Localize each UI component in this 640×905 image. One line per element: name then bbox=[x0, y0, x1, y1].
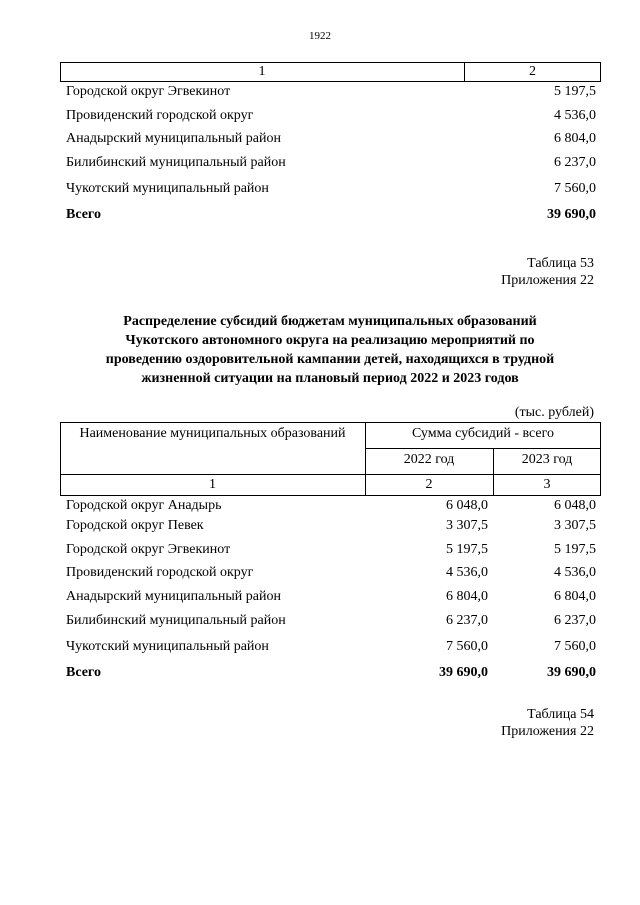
col-year-2023: 2023 год bbox=[521, 452, 573, 467]
title-line: жизненной ситуации на плановый период 2022 и 2023 годов bbox=[141, 371, 519, 386]
header-col-1: 1 bbox=[258, 64, 266, 79]
table-row-2023: 6 048,0 bbox=[554, 498, 596, 513]
col-num-2: 2 bbox=[425, 477, 433, 492]
title-line: Распределение субсидий бюджетам муниципальных образований bbox=[123, 314, 537, 329]
total-label: Всего bbox=[66, 207, 101, 222]
table-row-2022: 5 197,5 bbox=[446, 542, 488, 557]
table-row-name: Анадырский муниципальный район bbox=[66, 131, 281, 146]
table-number: Таблица 53 bbox=[527, 256, 594, 271]
table-caption-54 bbox=[501, 706, 594, 740]
col-sum-header: Сумма субсидий - всего bbox=[411, 426, 555, 441]
title-line: Чукотского автономного округа на реализацию мероприятий по bbox=[125, 333, 535, 348]
table-row-2022: 6 804,0 bbox=[446, 589, 488, 604]
table-row-2023: 4 536,0 bbox=[554, 565, 596, 580]
table-row-value: 4 536,0 bbox=[554, 108, 596, 123]
table-caption-53 bbox=[501, 255, 594, 289]
header-col-2: 2 bbox=[529, 64, 536, 79]
table-row-2022: 7 560,0 bbox=[446, 639, 488, 654]
appendix-label: Приложения 22 bbox=[501, 273, 594, 288]
page-number: 1922 bbox=[309, 30, 331, 42]
table-row-name: Анадырский муниципальный район bbox=[66, 589, 281, 604]
units-label: (тыс. рублей) bbox=[514, 405, 594, 420]
table-row-2023: 7 560,0 bbox=[554, 639, 596, 654]
table-row-2022: 6 237,0 bbox=[446, 613, 488, 628]
title-line: проведению оздоровительной кампании детей, находящихся в трудной bbox=[105, 352, 555, 367]
col-name-header: Наименование муниципальных образований bbox=[79, 426, 346, 441]
table-number: Таблица 54 bbox=[527, 707, 594, 722]
table-row-2023: 6 237,0 bbox=[554, 613, 596, 628]
table-row-value: 5 197,5 bbox=[554, 84, 596, 99]
table-row-2023: 3 307,5 bbox=[554, 518, 596, 533]
table-row-value: 6 237,0 bbox=[554, 155, 596, 170]
table-row-2022: 3 307,5 bbox=[446, 518, 488, 533]
table-title bbox=[60, 312, 600, 388]
total-value: 39 690,0 bbox=[547, 207, 596, 222]
table-row-value: 7 560,0 bbox=[554, 181, 596, 196]
col-num-3: 3 bbox=[543, 477, 551, 492]
table-row-name: Чукотский муниципальный район bbox=[66, 639, 269, 654]
table-row-name: Провиденский городской округ bbox=[66, 565, 254, 580]
col-num-1: 1 bbox=[209, 477, 216, 492]
appendix-label: Приложения 22 bbox=[501, 724, 594, 739]
table-row-name: Чукотский муниципальный район bbox=[66, 181, 269, 196]
total-label: Всего bbox=[66, 665, 101, 680]
table-row-2022: 4 536,0 bbox=[446, 565, 488, 580]
table-row-2022: 6 048,0 bbox=[446, 498, 488, 513]
table-row-name: Городской округ Анадырь bbox=[66, 498, 222, 513]
table-row-2023: 5 197,5 bbox=[554, 542, 596, 557]
table-row-name: Билибинский муниципальный район bbox=[66, 155, 286, 170]
table-row-name: Городской округ Эгвекинот bbox=[66, 84, 231, 99]
table-row-name: Билибинский муниципальный район bbox=[66, 613, 286, 628]
table-row-2023: 6 804,0 bbox=[554, 589, 596, 604]
table-row-name: Городской округ Эгвекинот bbox=[66, 542, 231, 557]
table-row-value: 6 804,0 bbox=[554, 131, 596, 146]
table-row-name: Городской округ Певек bbox=[66, 518, 204, 533]
table-row-name: Провиденский городской округ bbox=[66, 108, 254, 123]
total-2023: 39 690,0 bbox=[547, 665, 596, 680]
col-year-2022: 2022 год bbox=[403, 452, 455, 467]
total-2022: 39 690,0 bbox=[439, 665, 488, 680]
